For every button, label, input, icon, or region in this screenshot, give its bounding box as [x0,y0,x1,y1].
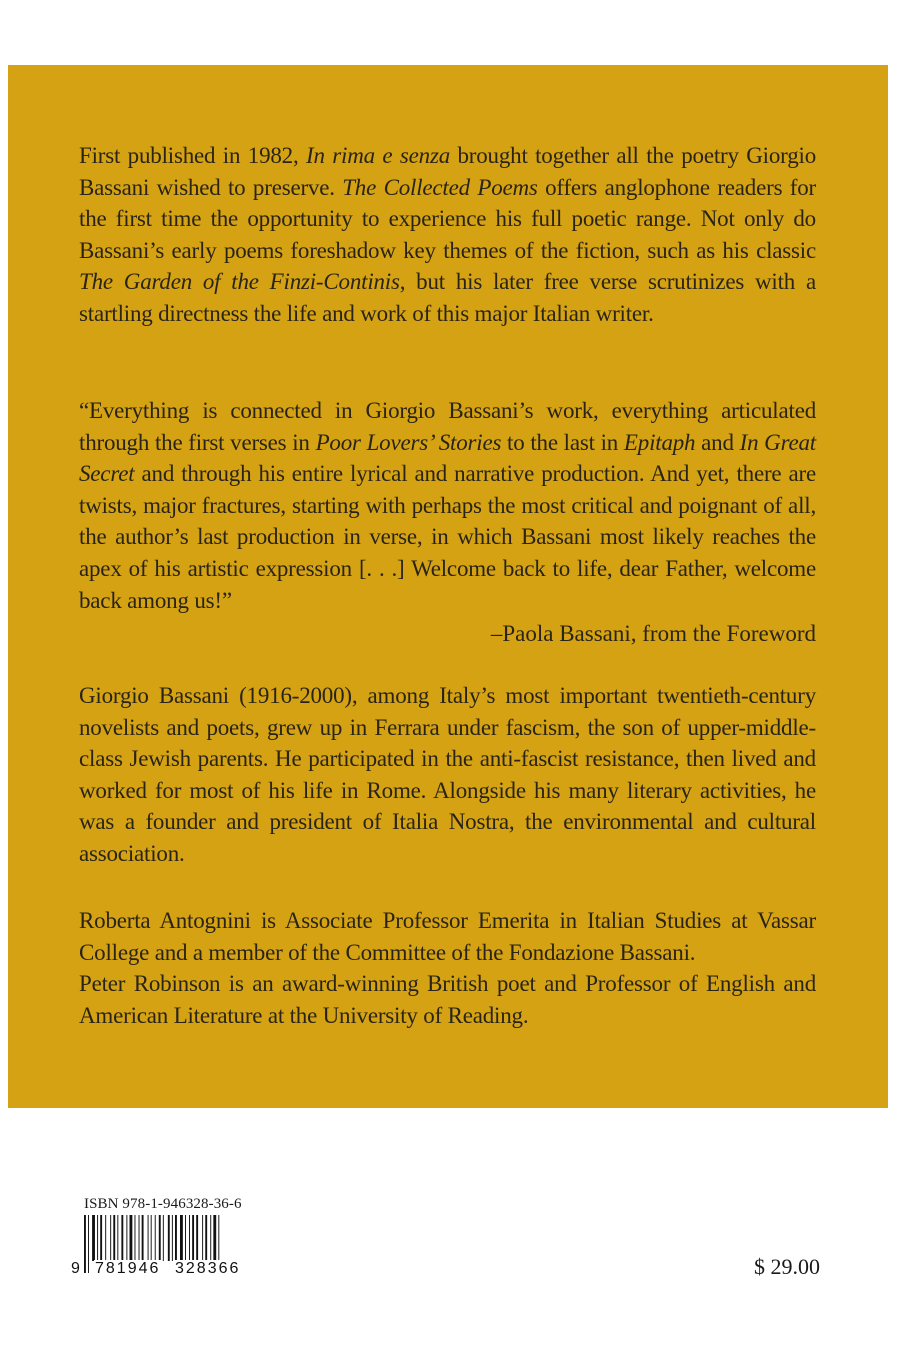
isbn-label: ISBN 978-1-946328-36-6 [84,1196,242,1212]
barcode-bar [142,1215,144,1261]
barcode-bar [192,1215,194,1261]
foreword-quote: “Everything is connected in Giorgio Bassani’s work, everything articulated through the first verses in Poor Lovers’ Stories to the last in Epitaph and In Great Secret and through his entire lyrical and narrative production. And yet, there are twists, major fractures, starting with perhaps the most critical and poignant of all, the author’s last production in verse, in which Bassani most likely reaches the apex of his artistic expression [. . .] Welcome back to life, dear Father, welcome back among us!” [79,398,816,613]
barcode-bar [110,1215,111,1261]
title-collected-poems: The Collected Poems [342,174,538,200]
barcode-bar [189,1215,190,1261]
barcode-bar [172,1215,173,1261]
barcode-bar [205,1215,207,1261]
barcode-bar [210,1215,211,1261]
barcode-bar [168,1215,170,1261]
title-in-rima-e-senza: In rima e senza [306,143,450,168]
barcode-bar [117,1215,118,1261]
barcode-bar [175,1215,177,1261]
barcode-bar [159,1215,161,1261]
barcode-bar [84,1215,86,1273]
barcode-bar [88,1215,89,1273]
barcode-bar [135,1215,136,1261]
intro-paragraph: First published in 1982, In rima e senza brought together all the poetry Giorgio Bassani wished to preserve. The Collected Poems offers anglophone readers for the first time the opportunity to experience his full poetic range. Not only do Bassani’s early poems foreshadow key themes of the fiction, such as his classic The Garden of the Finzi-Continis, but his later free verse scrutinizes with a startling directness the life and work of this major Italian writer. [79,143,816,326]
barcode-bar [113,1215,115,1261]
barcode-bar [213,1215,216,1261]
barcode-bar [130,1215,133,1261]
title-garden-finzi-continis: The Garden of the Finzi-Continis [79,269,400,295]
barcode-bar [151,1215,152,1261]
translators-bio: Roberta Antognini is Associate Professor Emerita in Italian Studies at Vassar College and a member of the Committee of the Fondazione Bassani. Peter Robinson is an award-winning British poet and Professor of English and American Literature at the University of Reading. [79,908,816,1028]
barcode-bar [121,1215,123,1261]
barcode-bar [139,1215,140,1261]
barcode-bar [126,1215,127,1261]
barcode-bar [97,1215,98,1261]
barcode-bar [100,1215,102,1261]
barcode-digit-lead: 9 [71,1260,80,1277]
barcode-bar [218,1215,219,1261]
barcode-bar [163,1215,164,1261]
quote-attribution: –Paola Bassani, from the Foreword [490,621,816,646]
barcode-bar [185,1215,186,1261]
barcode-bar [202,1215,203,1261]
barcode-bar [92,1215,95,1261]
price: $ 29.00 [754,1254,820,1279]
barcode-bar [196,1215,198,1261]
author-bio: Giorgio Bassani (1916-2000), among Italy’s most important twentieth-century novelists and poets, grew up in Ferrara under fascism, the son of upper-middle-class Jewish parents. He participated in the anti-fascist resistance, then lived and worked for most of his life in Rome. Alongside his many literary activities, he was a founder and president of Italia Nostra, the environmental and cultural association. [79,683,816,866]
barcode-bar [155,1215,156,1261]
barcode-bar [105,1215,106,1261]
barcode-bar [148,1215,149,1261]
barcode-digits-left: 781946 [95,1260,161,1277]
barcode-digits-right: 328366 [175,1260,241,1277]
barcode-bar [180,1215,183,1261]
